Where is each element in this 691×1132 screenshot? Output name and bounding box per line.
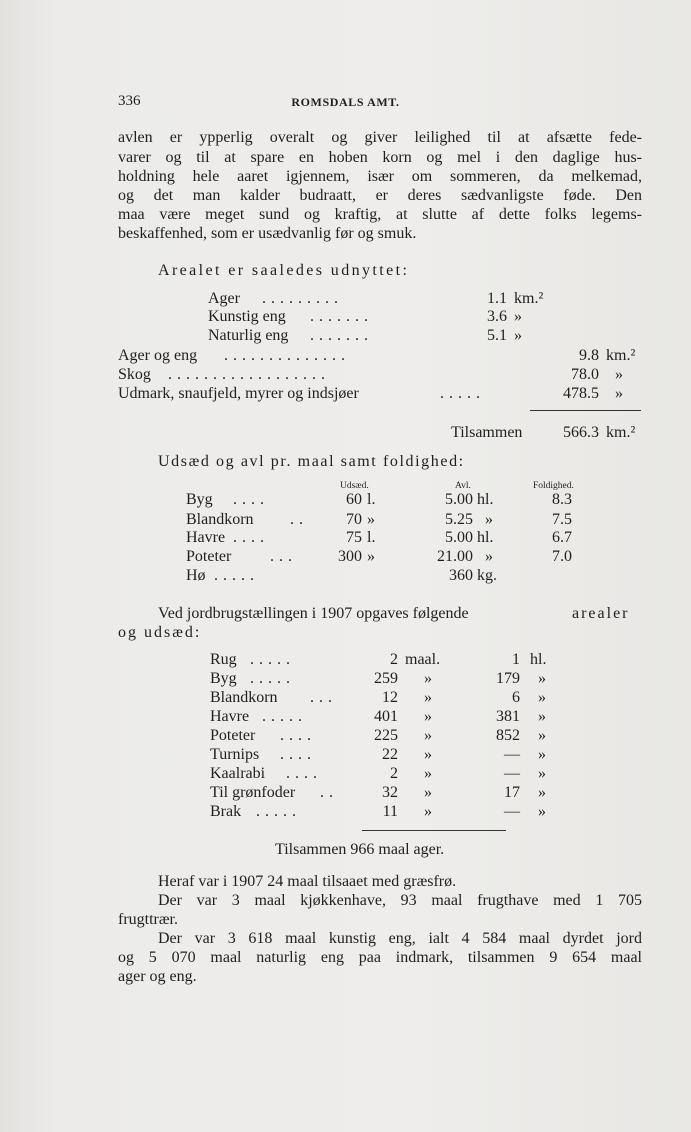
area-item-value: 9.8 [579,347,599,364]
census-area-unit: maal. [405,651,441,668]
text-line: varer og til at spare en hoben korn og mel i den daglige hus- [118,149,642,166]
area-subitem-value: 5.1 [487,327,507,344]
census-seed: 381 [496,708,520,725]
census-seed-unit: hl. [530,651,547,668]
leader-dots: .... [286,765,322,782]
leader-dots: .. [290,511,308,528]
text-line: og 5 070 maal naturlig eng paa indmark, tilsammen 9 654 maal [118,949,642,966]
leader-dots: ... [270,548,297,565]
census-area-unit: » [424,708,432,725]
census-seed: 17 [504,784,520,801]
area-item-unit: » [615,366,623,383]
area-subitem-value: 3.6 [487,308,507,325]
yield-crop: Havre [186,529,226,546]
area-subitem-label: Ager [208,290,240,307]
census-intro-line2: og udsæd: [118,624,202,641]
census-seed: 6 [512,689,520,706]
yield-harvest-unit: kg. [477,567,497,584]
census-area: 2 [390,765,398,782]
yield-seed-unit: l. [367,529,376,546]
census-area-unit: » [424,670,432,687]
leader-dots: .............. [224,347,350,364]
census-area-unit: » [424,803,432,820]
census-crop: Turnips [210,746,260,763]
census-area: 225 [374,727,398,744]
leader-dots: ..... [440,385,485,402]
census-area: 11 [382,803,398,820]
area-subitem-label: Naturlig eng [208,327,289,344]
area-item-label: Skog [118,366,151,383]
sum-rule [362,830,506,831]
area-total-label: Tilsammen [451,424,523,441]
text-line: maa være meget sund og kraftig, at slutte af dette folks legems- [118,206,642,223]
text-line: og det man kalder budraatt, er deres sædvanligste føde. Den [118,187,642,204]
yield-harvest: 360 [449,567,473,584]
census-area: 401 [374,708,398,725]
census-seed-unit: » [538,765,546,782]
leader-dots: ....... [310,308,373,325]
yield-seed-unit: » [367,511,375,528]
census-crop: Byg [210,670,237,687]
yield-seed: 300 [338,548,362,565]
leader-dots: .... [233,529,269,546]
area-item-unit: km.² [606,347,636,364]
yield-seed-unit: » [367,548,375,565]
text-line: Der var 3 maal kjøkkenhave, 93 maal frugthave med 1 705 [158,892,642,909]
census-area: 259 [374,670,398,687]
yield-harvest: 5.00 [445,491,473,508]
page-number: 336 [118,93,141,109]
text-line: Der var 3 618 maal kunstig eng, ialt 4 584 maal dyrdet jord [158,930,642,947]
yield-heading: Udsæd og avl pr. maal samt foldighed: [158,453,465,470]
yield-harvest: 21.00 [437,548,473,565]
area-subitem-value: 1.1 [487,290,507,307]
yield-crop: Byg [186,491,213,508]
census-area-unit: » [424,746,432,763]
text-line: beskaffenhed, som er usædvanlig før og smuk. [118,225,417,242]
census-intro: Ved jordbrugstællingen i 1907 opgaves følgende [158,605,469,622]
census-crop: Havre [210,708,250,725]
area-item-value: 478.5 [563,385,599,402]
census-seed-unit: » [538,746,546,763]
leader-dots: .... [233,491,269,508]
area-subitem-unit: » [514,327,522,344]
area-subitem-label: Kunstig eng [208,308,286,325]
leader-dots: ..... [214,567,259,584]
leader-dots: .. [320,784,338,801]
census-seed-unit: » [538,803,546,820]
leader-dots: .................. [168,366,330,383]
census-seed-unit: » [538,689,546,706]
census-area-unit: » [424,727,432,744]
yield-seed: 70 [346,511,362,528]
yield-fold: 6.7 [552,529,572,546]
census-area-unit: » [424,689,432,706]
running-title: ROMSDALS AMT. [291,95,400,109]
sum-rule [530,410,641,411]
yield-harvest: 5.25 [445,511,473,528]
yield-harvest-unit: hl. [477,491,494,508]
census-crop: Blandkorn [210,689,278,706]
leader-dots: ..... [250,651,295,668]
census-seed: 852 [496,727,520,744]
census-crop: Til grønfoder [210,784,296,801]
area-subitem-unit: km.² [514,290,544,307]
text-line: ager og eng. [118,968,197,985]
leader-dots: .... [280,746,316,763]
area-total-value: 566.3 [563,424,599,441]
census-seed: 1 [512,651,520,668]
col-header-fold: Foldighed. [533,481,574,491]
text-line: Heraf var i 1907 24 maal tilsaaet med græsfrø. [158,873,457,890]
leader-dots: .... [280,727,316,744]
census-crop: Brak [210,803,242,820]
yield-seed: 75 [346,529,362,546]
census-seed-unit: » [538,670,546,687]
census-area: 32 [382,784,398,801]
yield-harvest-unit: » [485,511,493,528]
census-seed: — [504,765,520,782]
census-area: 12 [382,689,398,706]
yield-fold: 7.0 [552,548,572,565]
census-seed-unit: » [538,727,546,744]
census-area-unit: » [424,765,432,782]
yield-crop: Hø [186,567,206,584]
census-area-unit: » [424,784,432,801]
census-intro-spaced: arealer [572,605,630,622]
area-item-unit: » [615,385,623,402]
census-seed-unit: » [538,784,546,801]
col-header-seed: Udsæd. [340,481,369,491]
leader-dots: ..... [256,803,301,820]
census-seed: — [504,803,520,820]
census-crop: Rug [210,651,237,668]
census-seed: 179 [496,670,520,687]
col-header-harvest: Avl. [455,481,471,491]
area-total-unit: km.² [606,424,636,441]
census-crop: Poteter [210,727,256,744]
text-line: avlen er ypperlig overalt og giver leilighed til at afsætte fede- [118,129,642,146]
leader-dots: ......... [262,290,343,307]
yield-fold: 7.5 [552,511,572,528]
yield-seed-unit: l. [367,491,376,508]
census-seed: — [504,746,520,763]
area-heading: Arealet er saaledes udnyttet: [158,262,410,279]
text-line: frugttrær. [118,911,178,928]
leader-dots: ....... [310,327,373,344]
yield-harvest-unit: hl. [477,529,494,546]
census-total: Tilsammen 966 maal ager. [275,841,445,858]
area-item-value: 78.0 [571,366,599,383]
census-seed-unit: » [538,708,546,725]
yield-seed: 60 [346,491,362,508]
leader-dots: ..... [262,708,307,725]
yield-harvest-unit: » [485,548,493,565]
area-subitem-unit: » [514,308,522,325]
census-area: 22 [382,746,398,763]
area-item-label: Ager og eng [118,347,198,364]
leader-dots: ... [310,689,337,706]
leader-dots: ..... [250,670,295,687]
yield-harvest: 5.00 [445,529,473,546]
area-item-label: Udmark, snaufjeld, myrer og indsjøer [118,385,359,402]
text-line: holdning hele aaret igjennem, især om sommeren, da melkemad, [118,168,642,185]
census-crop: Kaalrabi [210,765,266,782]
yield-fold: 8.3 [552,491,572,508]
census-area: 2 [390,651,398,668]
yield-crop: Blandkorn [186,511,254,528]
yield-crop: Poteter [186,548,232,565]
